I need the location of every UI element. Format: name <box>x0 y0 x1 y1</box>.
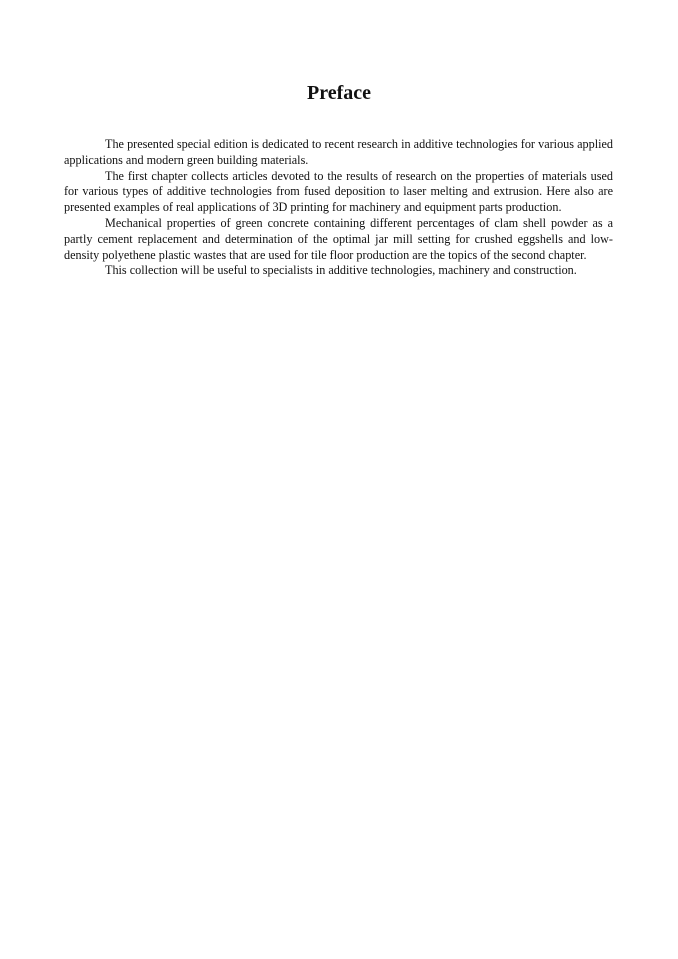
paragraph: This collection will be useful to specialists in additive technologies, machinery and construction. <box>105 263 577 278</box>
paragraph: The first chapter collects articles devoted to the results of research on the properties of materials used for various types of additive technologies from fused deposition to laser melting and extrusion. Here also are presented examples of real applications of 3D printing for machinery and equipment parts production. <box>64 168 613 215</box>
page-title: Preface <box>306 82 372 104</box>
paragraph: Mechanical properties of green concrete containing different percentages of clam shell powder as a partly cement replacement and determination of the optimal jar mill setting for crushed eggshells and low-density polyethene plastic wastes that are used for tile floor production are the topics of the second chapter. <box>64 215 613 262</box>
paragraph: The presented special edition is dedicated to recent research in additive technologies for various applied applications and modern green building materials. <box>64 137 613 167</box>
preface-body <box>64 137 613 279</box>
